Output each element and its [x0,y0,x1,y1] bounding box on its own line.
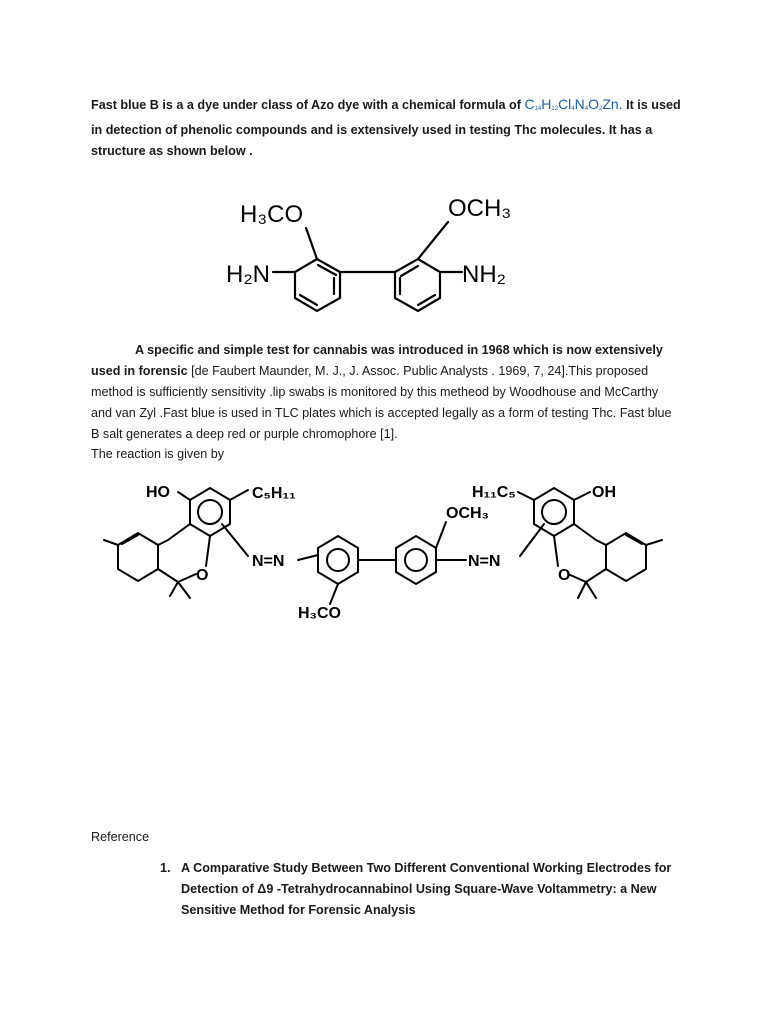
c5h11-label: C₅H₁₁ [252,485,296,502]
h11c5-label: H₁₁C₅ [472,484,516,501]
och3-label: OCH₃ [448,195,512,222]
ho-label: HO [146,484,170,501]
oh-label: OH [592,484,616,501]
och3-top-label: OCH₃ [446,505,489,522]
azo-right-label: N=N [468,553,501,570]
nh2-label: NH₂ [462,261,506,288]
o-right-label: O [558,567,571,584]
h3co-bottom-label: H₃CO [298,605,341,622]
intro-text-b: It is used in detection of phenolic compounds and is extensively used in testing Thc molecules. It has a structure as shown below . [91,98,681,158]
reaction-label: The reaction is given by [91,447,225,461]
reference-title: Reference [91,830,150,844]
paragraph2-bold: A specific and simple test for cannabis was introduced in 1968 which is now extensively used in forensic [91,343,663,378]
h3co-label: H₃CO [240,201,304,228]
azo-left-label: N=N [252,553,285,570]
reaction-product-structure [0,470,768,630]
intro-paragraph [91,94,691,162]
paragraph2-normal: [de Faubert Maunder, M. J., J. Assoc. Public Analysts . 1969, 7, 24].This proposed method is sufficiently sensitivity .lip swabs is monitored by this metheod by Woodhouse and McCarthy and van Zyl .Fast blue is used in TLC plates which is accepted legally as a form of testing Thc. Fast blue B salt generates a deep red or purple chromophore [1]. [91,364,672,441]
reference-number: 1. [160,861,171,875]
chemical-formula: $C_{14}H_{12}Cl_4N_4O_2Zn$. [524,96,623,112]
reference-list [160,858,680,921]
cannabis-test-paragraph [91,340,681,445]
intro-text-a: Fast blue B is a a dye under class of Azo dye with a chemical formula of [91,98,525,112]
o-left-label: O [196,567,209,584]
list-item [160,858,680,921]
reference-text: A Comparative Study Between Two Different Conventional Working Electrodes for Detection of Δ9 -Tetrahydrocannabinol Using Square-Wave Voltammetry: a New Sensitive Method for Forensic Analysis [181,861,672,917]
h2n-label: H₂N [226,261,270,288]
fast-blue-b-structure [0,180,768,320]
